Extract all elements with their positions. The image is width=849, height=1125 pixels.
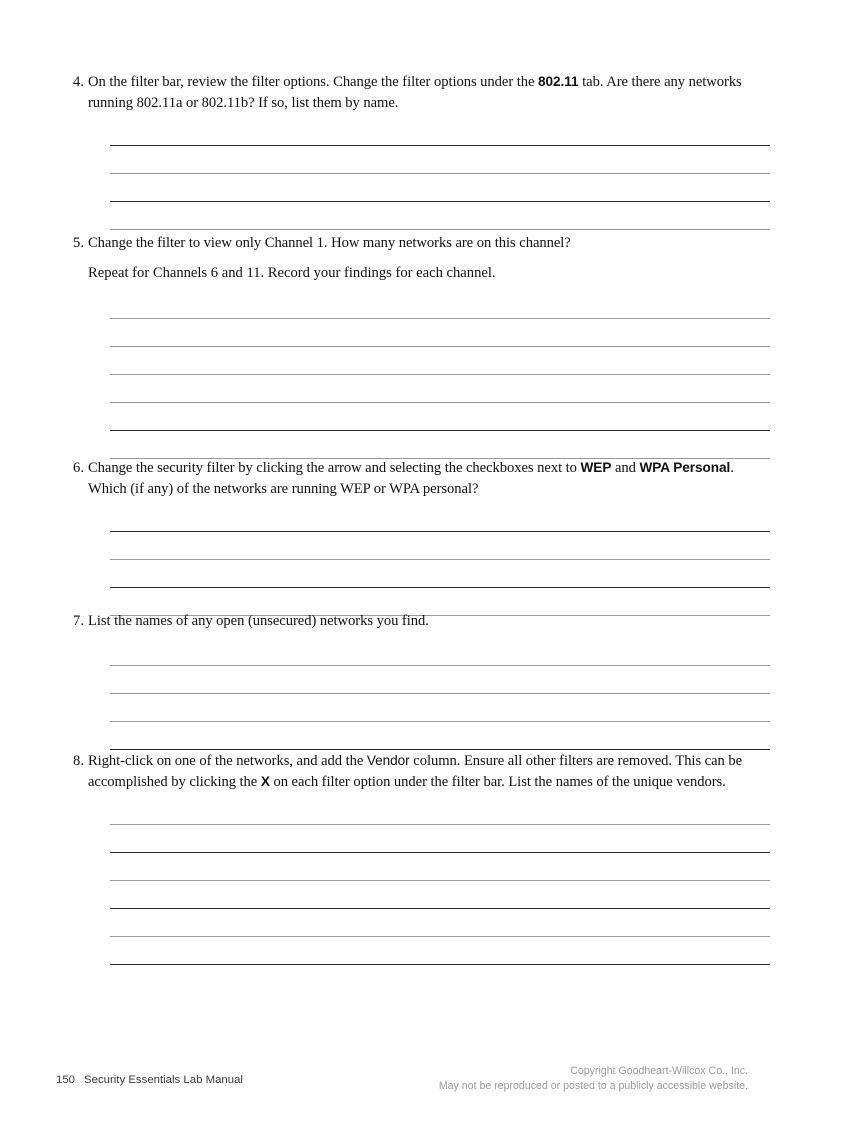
question-row bbox=[62, 751, 752, 792]
answer-line[interactable] bbox=[110, 532, 770, 560]
answer-line-rule bbox=[110, 229, 770, 230]
answer-lines-group[interactable] bbox=[110, 504, 770, 616]
question-number: 5. bbox=[73, 235, 84, 251]
question-text-part: X bbox=[260, 773, 270, 789]
answer-lines-group[interactable] bbox=[110, 638, 770, 750]
question-subtext: Repeat for Channels 6 and 11. Record your findings for each channel. bbox=[88, 264, 496, 281]
question-text-part: Change the filter to view only Channel 1. How many networks are on this channel? bbox=[88, 235, 571, 251]
question-text bbox=[86, 611, 752, 632]
question-row bbox=[62, 458, 752, 499]
answer-line[interactable] bbox=[110, 504, 770, 532]
answer-line[interactable] bbox=[110, 638, 770, 666]
answer-lines-group[interactable] bbox=[110, 118, 770, 230]
question-row bbox=[62, 72, 752, 113]
footer-book-title: Security Essentials Lab Manual bbox=[84, 1074, 243, 1086]
question-number: 7. bbox=[73, 613, 84, 629]
footer-copyright bbox=[439, 1064, 748, 1094]
copyright-line-1: Copyright Goodheart-Willcox Co., Inc. bbox=[570, 1065, 748, 1077]
question-block bbox=[62, 611, 752, 632]
question-number: 8. bbox=[73, 753, 84, 769]
question-number: 6. bbox=[73, 460, 84, 476]
answer-lines-group[interactable] bbox=[110, 291, 770, 459]
question-text bbox=[86, 72, 752, 113]
question-text bbox=[86, 751, 752, 792]
question-block bbox=[62, 458, 752, 499]
answer-line[interactable] bbox=[110, 118, 770, 146]
answer-line-rule bbox=[110, 964, 770, 965]
answer-line[interactable] bbox=[110, 375, 770, 403]
answer-line[interactable] bbox=[110, 202, 770, 230]
question-text-part: WEP bbox=[580, 460, 612, 475]
footer-page-number: 150 bbox=[56, 1074, 76, 1086]
question-text-part: tab. Are there any networks running 802.11a or 802.11b? If so, list them by name. bbox=[88, 74, 742, 111]
footer-book-info bbox=[56, 1074, 243, 1086]
question-text-part: Right-click on one of the networks, and add the bbox=[88, 753, 367, 769]
answer-line[interactable] bbox=[110, 722, 770, 750]
answer-line[interactable] bbox=[110, 694, 770, 722]
question-number: 4. bbox=[73, 74, 84, 90]
question-row bbox=[62, 611, 752, 632]
page-footer bbox=[0, 1062, 849, 1107]
answer-line[interactable] bbox=[110, 347, 770, 375]
question-text-part: Vendor bbox=[366, 753, 410, 768]
answer-line[interactable] bbox=[110, 909, 770, 937]
question-block bbox=[62, 233, 752, 283]
question-text-part: 802.11 bbox=[538, 74, 579, 89]
answer-line[interactable] bbox=[110, 174, 770, 202]
question-block bbox=[62, 72, 752, 113]
answer-line-rule bbox=[110, 749, 770, 750]
answer-line[interactable] bbox=[110, 560, 770, 588]
answer-line[interactable] bbox=[110, 403, 770, 431]
answer-line[interactable] bbox=[110, 937, 770, 965]
question-text bbox=[86, 233, 752, 254]
answer-line[interactable] bbox=[110, 319, 770, 347]
answer-line[interactable] bbox=[110, 146, 770, 174]
question-row bbox=[62, 233, 752, 254]
question-text-part: column. Ensure all other filters are removed. This can be accomplished by clicking the bbox=[88, 753, 743, 790]
answer-line[interactable] bbox=[110, 431, 770, 459]
answer-line[interactable] bbox=[110, 666, 770, 694]
answer-line[interactable] bbox=[110, 291, 770, 319]
question-text bbox=[86, 458, 752, 499]
question-text-part: On the filter bar, review the filter options. Change the filter options under the bbox=[88, 74, 539, 90]
answer-line[interactable] bbox=[110, 853, 770, 881]
answer-line[interactable] bbox=[110, 797, 770, 825]
question-text-part: . Which (if any) of the networks are running WEP or WPA personal? bbox=[88, 460, 734, 497]
answer-lines-group[interactable] bbox=[110, 797, 770, 965]
answer-line[interactable] bbox=[110, 825, 770, 853]
copyright-line-2: May not be reproduced or posted to a publicly accessible website. bbox=[438, 1080, 748, 1092]
question-block bbox=[62, 751, 752, 792]
question-text-part: WPA Personal bbox=[639, 460, 731, 475]
question-text-part: Change the security filter by clicking the arrow and selecting the checkboxes next to bbox=[88, 460, 581, 476]
answer-line[interactable] bbox=[110, 881, 770, 909]
question-text-part: and bbox=[611, 460, 640, 476]
question-text-part: on each filter option under the filter bar. List the names of the unique vendors. bbox=[269, 773, 726, 790]
question-text-part: List the names of any open (unsecured) networks you find. bbox=[88, 613, 429, 629]
